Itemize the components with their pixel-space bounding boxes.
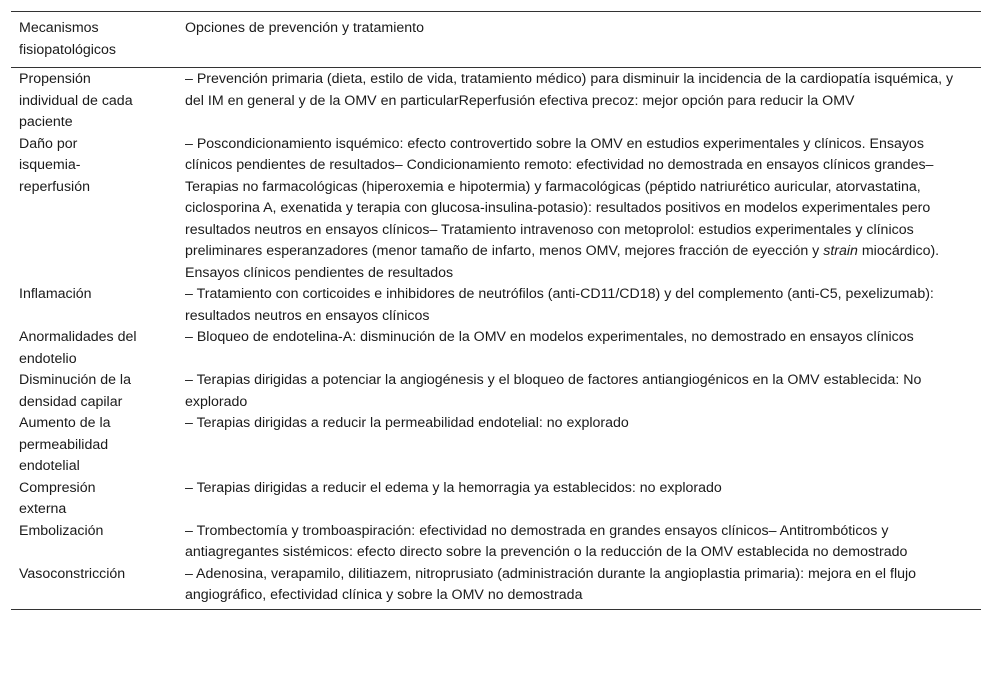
mechanism-cell: Embolización [19,522,104,539]
table-row [11,564,981,607]
table-row [11,284,981,327]
treatment-table [11,11,981,610]
table-row [11,69,981,134]
header-options: Opciones de prevención y tratamiento [185,20,424,36]
options-italic-text: strain [823,243,858,259]
mechanism-cell: Compresión externa [19,479,96,517]
table-body [11,68,981,607]
table-row [11,370,981,413]
table-header-row [11,12,981,68]
options-cell: – Terapias dirigidas a potenciar la angiogénesis y el bloqueo de factores antiangiogénicos en la OMV establecida: No explorado [185,372,922,410]
table-row [11,478,981,521]
mechanism-cell: Aumento de la permeabilidad endotelial [19,415,111,474]
mechanism-cell: Anormalidades del endotelio [19,329,137,367]
options-cell: – Terapias dirigidas a reducir la permeabilidad endotelial: no explorado [185,415,629,431]
mechanism-cell: Vasoconstricción [19,565,126,582]
mechanism-cell: Inflamación [19,286,92,302]
mechanism-cell: Disminución de la densidad capilar [19,372,131,410]
options-cell: – Trombectomía y tromboaspiración: efectividad no demostrada en grandes ensayos clínicos– Antitrombóticos y antiagregantes sistémicos: efecto directo sobre la prevención o la reducción de la OMV establecida no demostrado [185,522,908,560]
mechanism-cell: Propensión individual de cada paciente [19,71,133,130]
options-cell: – Adenosina, verapamilo, dilitiazem, nitroprusiato (administración durante la angioplastia primaria): mejora en el flujo angiográfico, efectividad clínica y sobre la OMV no demostrada [185,565,917,603]
table-row [11,327,981,370]
options-cell: – Prevención primaria (dieta, estilo de vida, tratamiento médico) para disminuir la incidencia de la cardiopatía isquémica, y del IM en general y de la OMV en particularReperfusión efectiva precoz: mejor opción para reducir la OMV [185,71,954,109]
table-bottom-rule [11,609,981,610]
options-text: miocárdico). Ensayos clínicos pendientes de resultados [185,243,940,281]
options-cell: – Tratamiento con corticoides e inhibidores de neutrófilos (anti-CD11/CD18) y del complemento (anti-C5, pexelizumab): resultados neutros en ensayos clínicos [185,286,934,324]
options-text: – Poscondicionamiento isquémico: efecto controvertido sobre la OMV en estudios experimentales y clínicos. Ensayos clínicos pendientes de resultados– Condicionamiento remoto: efectividad no demostrada en ensayos clínicos grandes– Terapias no farmacológicas (hiperoxemia e hipotermia) y farmacológicas (péptido natriurético auricular, atorvastatina, ciclosporina A, exenatida y terapia con glucosa-insulina-potasio): resultados positivos en modelos experimentales pero resultados neutros en ensayos clínicos– Tratamiento intravenoso con metoprolol: estudios experimentales y clínicos preliminares esperanzadores (menor tamaño de infarto, menos OMV, mejores fracción de eyección y [185,135,934,259]
options-cell: – Bloqueo de endotelina-A: disminución de la OMV en modelos experimentales, no demostrado en ensayos clínicos [185,329,914,345]
table-row [11,413,981,478]
table-row [11,521,981,564]
options-cell: – Terapias dirigidas a reducir el edema y la hemorragia ya establecidos: no explorado [185,479,722,496]
table-row [11,134,981,285]
mechanism-cell: Daño por isquemia-reperfusión [19,135,90,195]
header-mechanisms: Mecanismos fisiopatológicos [19,20,117,58]
options-cell [177,134,981,285]
